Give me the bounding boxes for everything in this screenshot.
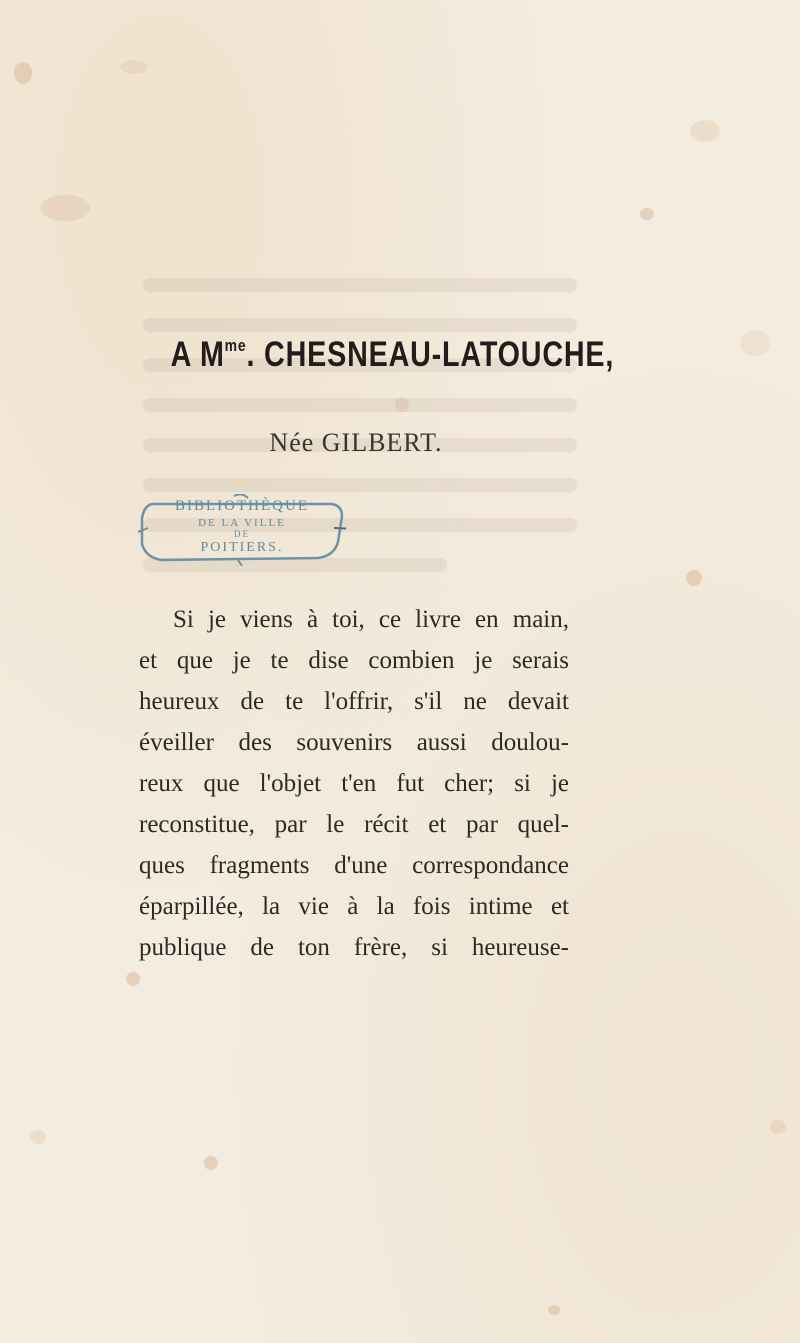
body-line: éparpillée, la vie à la fois intime et <box>139 893 569 920</box>
body-line: et que je te dise combien je serais <box>139 647 569 674</box>
foxing-spot <box>120 60 148 74</box>
library-stamp <box>138 494 346 566</box>
foxing-spot <box>770 1120 786 1134</box>
body-line: heureux de te l'offrir, s'il ne devait <box>139 688 569 715</box>
dedication-name: . CHESNEAU-LATOUCHE, <box>246 335 615 374</box>
nee-line: Née GILBERT. <box>269 428 443 457</box>
foxing-spot <box>740 330 770 356</box>
body-paragraph <box>139 599 569 968</box>
body-line: ques fragments d'une correspondance <box>139 852 569 879</box>
body-line: reux que l'objet t'en fut cher; si je <box>139 770 569 797</box>
foxing-spot <box>395 398 409 412</box>
stamp-line-3: DE <box>234 529 250 539</box>
body-line: éveiller des souvenirs aussi doulou- <box>139 729 569 756</box>
body-line: publique de ton frère, si heureuse- <box>139 934 569 961</box>
foxing-spot <box>640 208 654 220</box>
foxing-spot <box>686 570 702 586</box>
foxing-spot <box>204 1156 218 1170</box>
foxing-spot <box>548 1305 560 1315</box>
dedication-heading <box>64 335 720 375</box>
dedication-superscript: me <box>224 336 247 355</box>
body-line: reconstitue, par le récit et par quel- <box>139 811 569 838</box>
foxing-spot <box>30 1130 46 1144</box>
stamp-line-1: BIBLIOTHÈQUE <box>175 498 309 514</box>
foxing-spot <box>126 972 140 986</box>
foxing-spot <box>690 120 720 142</box>
stamp-line-2: DE LA VILLE <box>198 517 286 529</box>
foxing-spot <box>14 62 32 84</box>
foxing-spot <box>40 195 90 221</box>
body-line: Si je viens à toi, ce livre en main, <box>173 606 569 633</box>
stamp-line-4: POITIERS. <box>200 540 284 555</box>
dedication-prefix: A M <box>170 335 225 374</box>
